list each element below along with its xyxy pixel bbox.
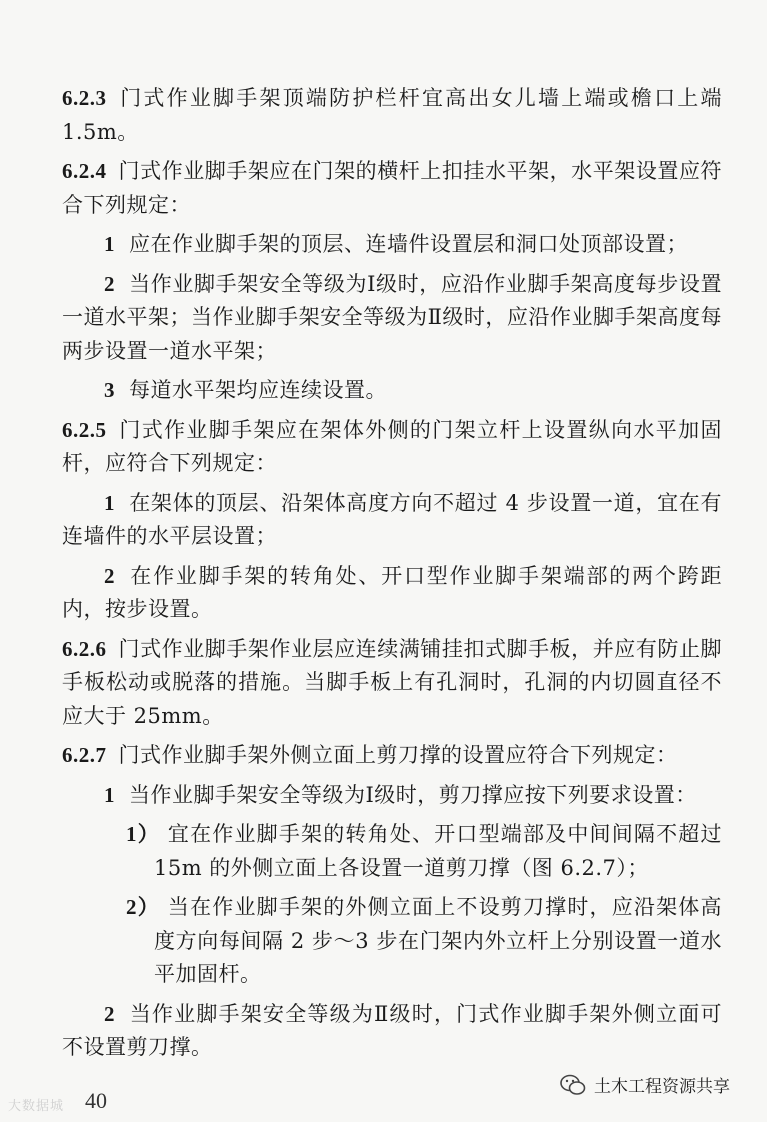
list-item [62,779,722,813]
section-number: 6.2.3 [62,86,107,110]
item-text: 当作业脚手架安全等级为Ⅰ级时，应沿作业脚手架高度每步设置一道水平架；当作业脚手架安全等级为Ⅱ级时，应沿作业脚手架高度每两步设置一道水平架； [62,271,722,363]
section-number: 6.2.5 [62,417,107,442]
sub-item [62,818,722,885]
list-item [62,487,722,554]
item-text: 当作业脚手架安全等级为Ⅱ级时，门式作业脚手架外侧立面可不设置剪刀撑。 [62,1001,722,1059]
item-text: 在作业脚手架的转角处、开口型作业脚手架端部的两个跨距内，按步设置。 [62,563,722,621]
item-text: 每道水平架均应连续设置。 [129,378,387,402]
sub-item-number: 2） [126,895,160,919]
watermark-right-text: 土木工程资源共享 [594,1077,730,1097]
wechat-icon [560,1074,586,1096]
section-text: 门式作业脚手架外侧立面上剪刀撑的设置应符合下列规定： [118,743,678,767]
watermark-left [8,1095,64,1114]
section-number: 6.2.4 [62,159,107,183]
sub-item-number: 1） [126,822,160,846]
section-text: 门式作业脚手架顶端防护栏杆宜高出女儿墙上端或檐口上端 1.5m。 [62,86,722,144]
wechat-watermark [560,1072,730,1097]
item-number: 2 [104,563,115,588]
item-text: 当作业脚手架安全等级为Ⅰ级时，剪刀撑应按下列要求设置： [129,782,697,807]
list-item [62,228,722,262]
sub-item-text: 当在作业脚手架的外侧立面上不设剪刀撑时，应沿架体高度方向每间隔 2 步～3 步在门架内外立杆上分别设置一道水平加固杆。 [154,895,723,986]
section-number: 6.2.6 [62,636,107,661]
item-number: 1 [104,490,115,515]
section-6-2-7 [62,739,722,773]
sub-item-text: 宜在作业脚手架的转角处、开口型端部及中间间隔不超过 15m 的外侧立面上各设置一道剪刀撑（图 6.2.7）； [154,822,723,880]
section-6-2-3 [62,82,722,149]
list-item [62,998,722,1065]
section-number: 6.2.7 [62,743,107,767]
section-text: 门式作业脚手架应在架体外侧的门架立杆上设置纵向水平加固杆，应符合下列规定： [62,417,722,475]
section-6-2-4 [62,155,722,222]
section-text: 门式作业脚手架应在门架的横杆上扣挂水平架，水平架设置应符合下列规定： [62,159,722,217]
watermark-left-text: 大数据城 [8,1099,65,1114]
item-text: 在架体的顶层、沿架体高度方向不超过 4 步设置一道，宜在有连墙件的水平层设置； [62,490,722,548]
list-item [62,560,722,627]
section-6-2-6 [62,633,722,734]
section-text: 门式作业脚手架作业层应连续满铺挂扣式脚手板，并应有防止脚手板松动或脱落的措施。当脚手板上有孔洞时，孔洞的内切圆直径不应大于 25mm。 [62,636,722,728]
document-body [62,82,722,1071]
item-number: 1 [104,232,115,256]
section-6-2-5 [62,414,722,481]
item-text: 应在作业脚手架的顶层、连墙件设置层和洞口处顶部设置； [129,232,688,256]
page-number: 40 [85,1088,107,1113]
sub-item [62,891,722,992]
item-number: 2 [104,1001,115,1026]
item-number: 2 [104,271,115,296]
list-item [62,374,722,408]
item-number: 1 [104,782,115,807]
list-item [62,268,722,369]
item-number: 3 [104,378,115,402]
